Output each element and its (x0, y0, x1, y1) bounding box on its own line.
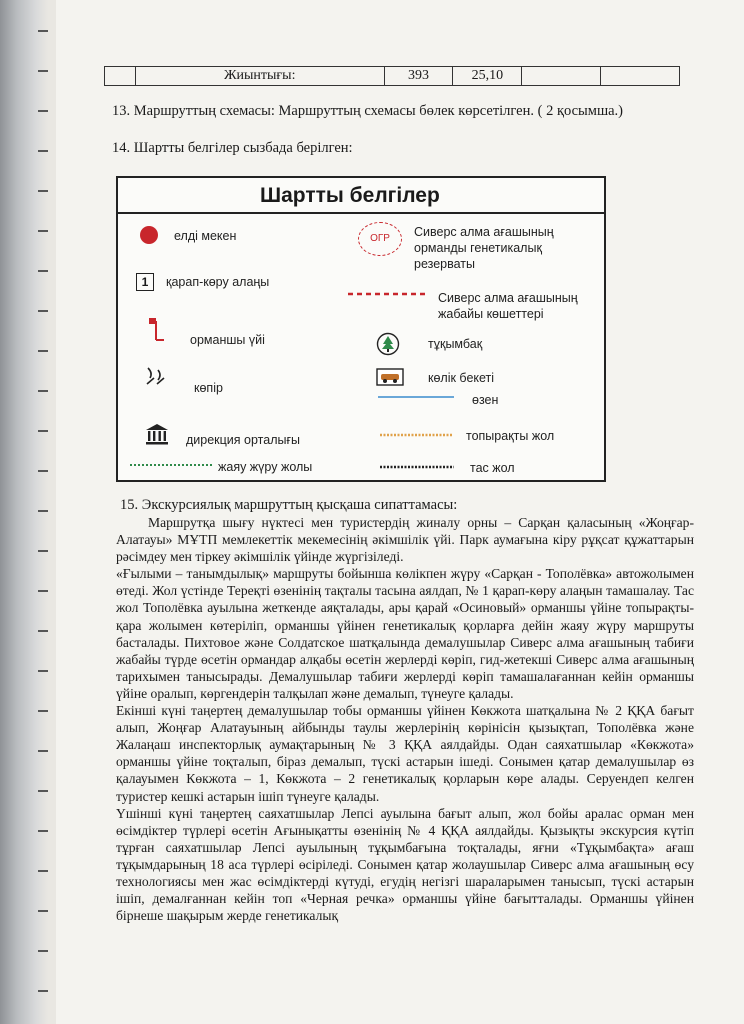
item-13: 13. Маршруттың схемасы: Маршруттың схемасы бөлек көрсетілген. ( 2 қосымша.) (112, 103, 624, 119)
settlement-icon (138, 224, 160, 246)
table-cell (601, 67, 680, 86)
legend-dirt-road: топырақты жол (466, 429, 555, 443)
binding-hole (38, 630, 48, 632)
binding-hole (38, 110, 48, 112)
seedlings-line-icon (348, 290, 428, 298)
totals-value-1: 393 (384, 67, 453, 86)
binding-hole (38, 190, 48, 192)
binding-hole (38, 950, 48, 952)
legend-footpath: жаяу жүру жолы (218, 460, 313, 474)
route-description (116, 514, 694, 924)
legend-nursery: тұқымбақ (428, 337, 483, 351)
totals-label: Жиынтығы: (135, 67, 384, 86)
footpath-line-icon (130, 461, 212, 469)
binding-hole (38, 590, 48, 592)
legend-bridge: көпір (194, 381, 223, 395)
directorate-icon (144, 422, 170, 446)
binding-hole (38, 910, 48, 912)
binding-hole (38, 150, 48, 152)
paragraph: «Ғылыми – танымдылық» маршруты бойынша көлікпен жүру «Сарқан - Тополёвка» автожолымен өтеді. Жол үстінде Тереқті өзенінің тақталы тасына аялдап, № 1 қарап-көру алаңын тамашалау. Тас жол Тополёвка ауылына жеткенде аяқталады, ары қарай «Осиновый» орманшы үйіне топырақты-қара жолымен көтеріліп, орманшы үйінен генетикалық қорларға дейін жаяу жүру маршруты басталады. Пихтовое және Солдатское шатқалында демалушылар Сиверс алма ағашының табиғи жабайы түрде өсетін ормандар алқабы өсетін жерлерді көріп, гид-жетекші Сиверс алма ағашының тарихымен танысырады. Демалушылар табиғи жерлерді көріп тамашалағаннан кейін орманшы үйіне оралып, көргендерін талқылап және демалып, түнеуге қалады. (116, 566, 694, 701)
legend-reserve: Сиверс алма ағашының орманды генетикалық резерваты (414, 225, 554, 271)
transport-base-icon (376, 368, 404, 386)
paragraph: Үшінші күні таңертең саяхатшылар Лепсі ауылына бағыт алып, жол бойы аралас орман мен өсімдіктер түрлері өсетін Ағынықатты өзенінің № 4 ҚҚА аялдайды. Қызықты экскурсия күтіп тұрған саяхатшылар Лепсі ауылының тұқымбағына тоқталады, яғни «Тұқымбақта» ағаш тұқымдарының 18 аса түрлері өсіріледі. Сонымен қатар жолаушылар Сиверс алма ағашының өсу технологиясы мен жас өсімдіктерді күтуді, егудің негізгі шараларымен танысып, түскі астарын ішіп, демалғаннан кейін топ «Черная речка» орманшы үйіне бағытталады. Орманшы үйінен бірнеше шақырым жерде генетикалық (116, 805, 694, 924)
binding-hole (38, 70, 48, 72)
table-row (105, 67, 680, 86)
table-cell (522, 67, 601, 86)
totals-table (104, 66, 680, 86)
binding-hole (38, 710, 48, 712)
table-cell (105, 67, 136, 86)
item-15-heading: 15. Экскурсиялық маршруттың қысқаша сипаттамасы: (120, 497, 458, 513)
viewpoint-icon: 1 (136, 273, 154, 291)
legend-box (116, 176, 606, 482)
totals-value-2: 25,10 (453, 67, 522, 86)
binding-hole (38, 790, 48, 792)
binding-hole (38, 750, 48, 752)
forester-house-icon (146, 316, 168, 346)
binding-hole (38, 550, 48, 552)
legend-seedlings: Сиверс алма ағашының жабайы көшеттері (438, 291, 578, 321)
legend-river: өзен (472, 393, 499, 407)
paragraph: Маршрутқа шығу нүктесі мен туристердің жиналу орны – Сарқан қаласының «Жоңғар-Алатауы» МҰТП мемлекеттік мекемесінің әкімшілік үйі. Парк аумағына кіру рұқсат құжаттарын рәсімдеу мен тіркеу әкімшілік үйінде жүргізіледі. (116, 515, 694, 565)
binding-hole (38, 870, 48, 872)
dirt-road-line-icon (380, 432, 452, 438)
binding-hole (38, 30, 48, 32)
book-binding (0, 0, 48, 1024)
binding-hole (38, 510, 48, 512)
bridge-icon (144, 364, 172, 390)
binding-hole (38, 350, 48, 352)
binding-hole (38, 830, 48, 832)
paragraph: Екінші күні таңертең демалушылар тобы орманшы үйінен Көкжота шатқалына № 2 ҚҚА бағыт алып, Жоңғар Алатауының айбынды таулы жерлерінің көрінісін қызықтап, Тополёвка және Жалаңаш инспекторлық аумақтарының № 3 ҚҚА аялдайды. Одан саяхатшылар «Көкжота» орманшы үйіне тоқталып, біраз демалып, түскі астарын ішеді. Сонымен қатар демалушылар өз қалауымен Көкжота – 1, Көкжота – 2 генетикалық қорларын көре алады. Серуендеп келген туристер кешкі астарын ішіп түнеуге қалады. (116, 703, 694, 804)
binding-hole (38, 430, 48, 432)
legend-stone-road: тас жол (470, 461, 515, 475)
binding-hole (38, 470, 48, 472)
legend-forester-house: орманшы үйі (190, 333, 265, 347)
river-line-icon (378, 394, 454, 400)
nursery-icon (376, 332, 400, 356)
binding-hole (38, 390, 48, 392)
legend-transport-base: көлік бекеті (428, 371, 495, 385)
legend-directorate: дирекция орталығы (186, 433, 301, 447)
binding-hole (38, 230, 48, 232)
legend-viewpoint: қарап-көру алаңы (166, 275, 270, 289)
item-14: 14. Шартты белгілер сызбада берілген: (112, 140, 353, 156)
binding-hole (38, 670, 48, 672)
legend-settlement: елді мекен (174, 229, 237, 243)
ogr-reserve-icon: ОГР (358, 222, 402, 256)
binding-hole (38, 990, 48, 992)
stone-road-line-icon (380, 464, 454, 470)
legend-title: Шартты белгілер (118, 178, 604, 214)
binding-hole (38, 310, 48, 312)
binding-hole (38, 270, 48, 272)
